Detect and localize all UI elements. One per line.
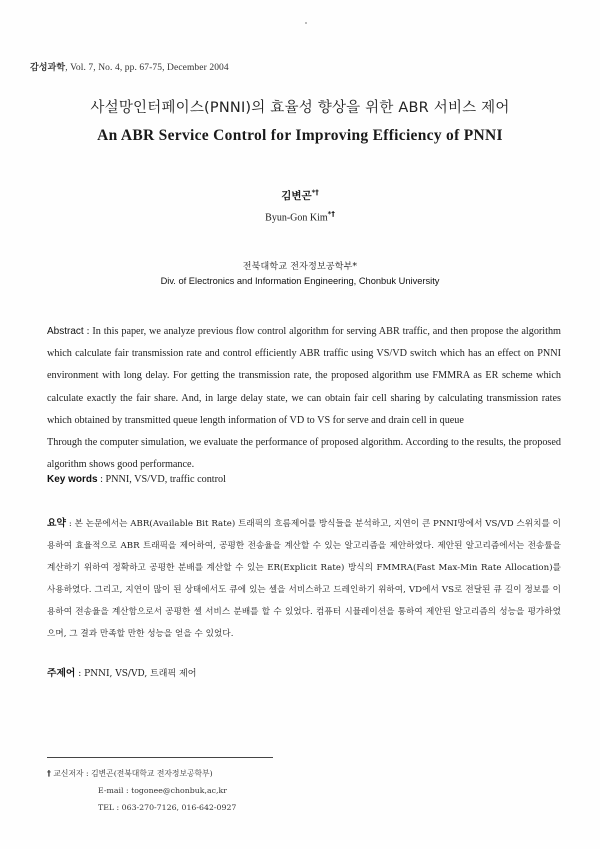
footnote: [47, 765, 236, 816]
korean-author-name: 김변곤: [281, 190, 312, 202]
korean-abstract-label: 요약: [47, 518, 67, 529]
scan-speck: [305, 22, 307, 24]
korean-title: 사설망인터페이스(PNNI)의 효율성 향상을 위한 ABR 서비스 제어: [90, 100, 510, 116]
abstract-label: Abstract: [47, 326, 84, 337]
keywords: [47, 474, 226, 485]
footnote-email: E-mail : togonee@chonbuk,ac,kr: [98, 786, 227, 795]
keywords-label: Key words: [47, 474, 98, 485]
english-affiliation: Div. of Electronics and Information Engineering, Chonbuk University: [160, 276, 440, 286]
journal-info: , Vol. 7, No. 4, pp. 67-75, December 2004: [65, 63, 229, 73]
korean-abstract: [47, 513, 561, 646]
keywords-text: : PNNI, VS/VD, traffic control: [97, 474, 226, 485]
korean-affiliation: 전북대학교 전자정보공학부*: [242, 262, 358, 272]
abstract-body: : In this paper, we analyze previous flow control algorithm for serving ABR traffic, and then propose the algorithm which calculate fair transmission rate and control efficiently ABR traffic using VS/VD switch which has an effect on PNNI environment with long delay. For getting the transmission rate, the proposed algorithm use FMMRA as ER scheme which calculate exactly the fair share. And, in large delay state, we can obtain fair cell sharing by calculating transmission rates which obtained by transmitted queue length information of VD to VS for serve and drain cell in queue: [47, 326, 561, 426]
footnote-corresponding: [47, 765, 236, 782]
korean-abstract-body: : 본 논문에서는 ABR(Available Bit Rate) 트래픽의 흐름제어를 방식들을 분석하고, 지연이 큰 PNNI망에서 VS/VD 스위치를 이용하여 효율적으로 ABR 트래픽을 제어하여, 공평한 전송율을 계산할 수 있는 알고리즘을 제안하였다. 제안된 알고리즘에서는 전송률을 계산하기 위하여 정확하고 공평한 분배를 계산할 수 있는 ER(Explicit Rate) 방식의 FMMRA(Fast Max-Min Rate Allocation)를 사용하였다. 그리고, 지연이 많이 된 상태에서도 큐에 있는 셀을 서비스하고 드레인하기 위하여, VD에서 VS로 전달된 큐 길이 정보를 이용하여 전송율을 계산함으로서 공평한 셀 서비스 분배를 할 수 있었다. 컴퓨터 시뮬레이션을 통하여 제안된 알고리즘의 성능을 평가하였으며, 그 결과 만족할 만한 성능을 얻을 수 있었다.: [47, 519, 561, 640]
footnote-line1: 교신저자 : 김변곤(전북대학교 전자정보공학부): [50, 769, 213, 778]
footnote-rule: [47, 757, 273, 758]
footnote-tel: TEL : 063-270-7126, 016-642-0927: [98, 803, 237, 812]
korean-keywords: [47, 665, 196, 679]
english-author-name: Byun-Gon Kim: [265, 212, 328, 224]
english-title: An ABR Service Control for Improving Efficiency of PNNI: [97, 127, 503, 144]
footnote-mark: †: [47, 769, 51, 778]
english-abstract: [47, 321, 561, 476]
korean-keywords-text: : PNNI, VS/VD, 트래픽 제어: [75, 669, 197, 679]
english-author: [0, 210, 600, 223]
journal-name: 감성과학: [30, 63, 66, 73]
abstract-body-2: Through the computer simulation, we evaluate the performance of proposed algorithm. According to the results, the proposed algorithm shows good performance.: [47, 437, 561, 471]
author-mark: *†: [311, 188, 319, 197]
author-mark: *†: [327, 210, 335, 218]
korean-author: [0, 188, 600, 203]
korean-keywords-label: 주제어: [47, 668, 76, 679]
journal-header: [30, 60, 229, 73]
